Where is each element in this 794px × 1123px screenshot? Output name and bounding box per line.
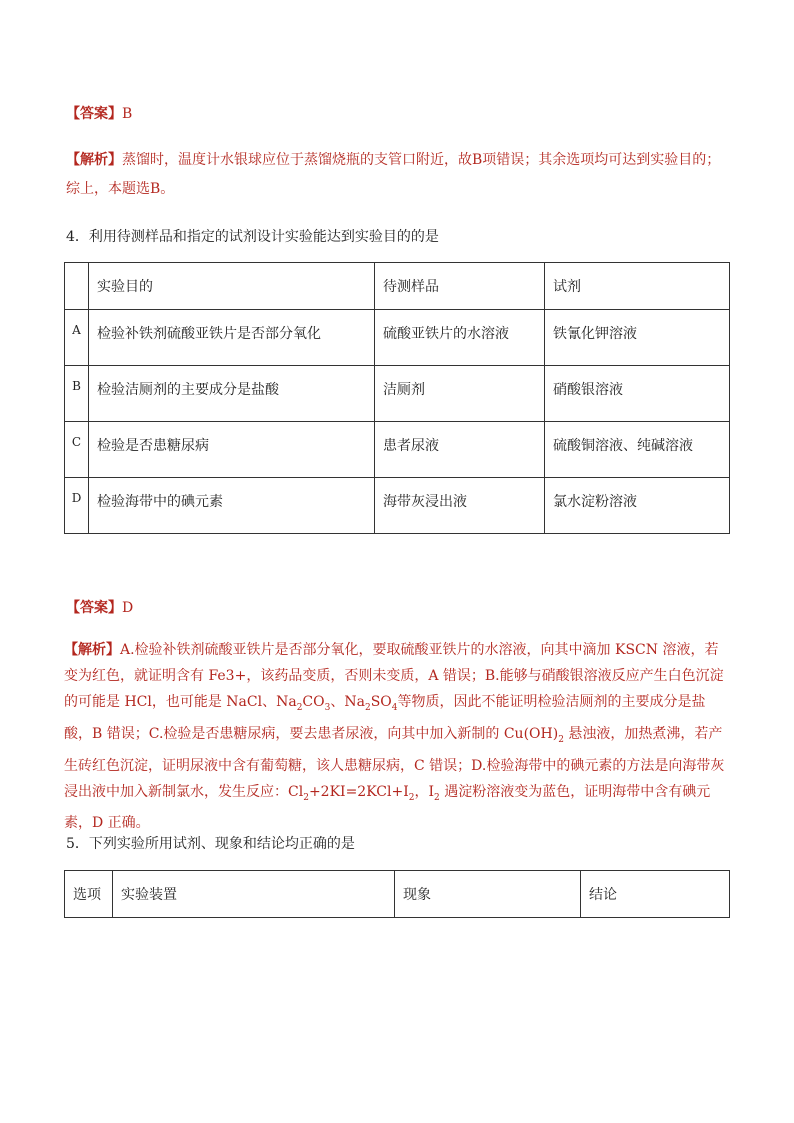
table-header-cell: 待测样品 (375, 263, 545, 310)
table-cell: 硫酸铜溶液、纯碱溶液 (545, 422, 730, 478)
option-letter: D (65, 478, 89, 534)
question-4-table (64, 262, 730, 534)
table-row (65, 422, 730, 478)
analysis-text: 蒸馏时，温度计水银球应位于蒸馏烧瓶的支管口附近，故B项错误；其余选项均可达到实验目的； (122, 152, 721, 168)
table-header-cell: 选项 (65, 871, 113, 918)
table-cell: 硫酸亚铁片的水溶液 (375, 310, 545, 366)
analysis-label: 【解析】 (66, 152, 122, 168)
table-cell: 检验洁厕剂的主要成分是盐酸 (89, 366, 375, 422)
table-cell: 洁厕剂 (375, 366, 545, 422)
answer-value: B (122, 106, 133, 122)
table-cell: 检验海带中的碘元素 (89, 478, 375, 534)
table-cell: 检验补铁剂硫酸亚铁片是否部分氧化 (89, 310, 375, 366)
table-cell: 硝酸银溶液 (545, 366, 730, 422)
table-cell: 患者尿液 (375, 422, 545, 478)
analysis-text: A.检验补铁剂硫酸亚铁片是否部分氧化，要取硫酸亚铁片的水溶液，向其中滴加 KSCN 溶液，若变为红色，就证明含有 Fe3+，该药品变质，否则未变质，A 错误；B.能够与硝酸银溶液反应产生白色沉淀的可能是 HCl，也可能是 NaCl、Na (64, 642, 724, 710)
answer-3 (66, 103, 132, 123)
analysis-label: 【解析】 (64, 642, 120, 658)
answer-value: D (122, 600, 134, 616)
table-header-cell: 结论 (581, 871, 730, 918)
analysis-3-line2 (66, 178, 174, 198)
analysis-4: 【解析】A.检验补铁剂硫酸亚铁片是否部分氧化，要取硫酸亚铁片的水溶液，向其中滴加 KSCN 溶液，若变为红色，就证明含有 Fe3+，该药品变质，否则未变质，A 错误；B.能够与硝酸银溶液反应产生白色沉淀的可能是 HCl，也可能是 NaCl、$Na_2CO_3$、$Na_2SO_4$等物质，因此不能证明检验洁厕剂的主要成分是盐酸，B 错误；C.检验是否患糖尿病，要去患者尿液，向其中加入新制的 $Cu(OH)_2$ 悬浊液，加热煮沸，若产生砖红色沉淀，证明尿液中含有葡萄糖，该人患糖尿病，C 错误；D.检验海带中的碘元素的方法是向海带灰浸出液中加入新制氯水，发生反应：$Cl_2+2KI=2KCl+I_2$，$I_2$ 遇淀粉溶液变为蓝色，证明海带中含有碘元素，D 正确。 (64, 642, 725, 832)
table-row (65, 478, 730, 534)
table-row (65, 366, 730, 422)
table-header-cell: 现象 (395, 871, 581, 918)
table-header-cell: 实验装置 (113, 871, 395, 918)
question-5-table (64, 870, 730, 918)
table-row (65, 310, 730, 366)
table-cell: 氯水淀粉溶液 (545, 478, 730, 534)
table-header-row (65, 871, 730, 918)
analysis-text: 综上，本题选B。 (66, 181, 175, 197)
table-header-cell (65, 263, 89, 310)
answer-4 (66, 597, 133, 617)
option-letter: A (65, 310, 89, 366)
answer-label: 【答案】 (66, 106, 122, 122)
question-5-title: 5．下列实验所用试剂、现象和结论均正确的是 (66, 836, 355, 852)
question-4-title: 4．利用待测样品和指定的试剂设计实验能达到实验目的的是 (66, 229, 439, 245)
table-header-cell: 试剂 (545, 263, 730, 310)
table-cell: 铁氰化钾溶液 (545, 310, 730, 366)
analysis-3-line1 (66, 149, 720, 169)
table-cell: 海带灰浸出液 (375, 478, 545, 534)
answer-label: 【答案】 (66, 600, 122, 616)
table-header-row (65, 263, 730, 310)
option-letter: B (65, 366, 89, 422)
option-letter: C (65, 422, 89, 478)
table-header-cell: 实验目的 (89, 263, 375, 310)
table-cell: 检验是否患糖尿病 (89, 422, 375, 478)
